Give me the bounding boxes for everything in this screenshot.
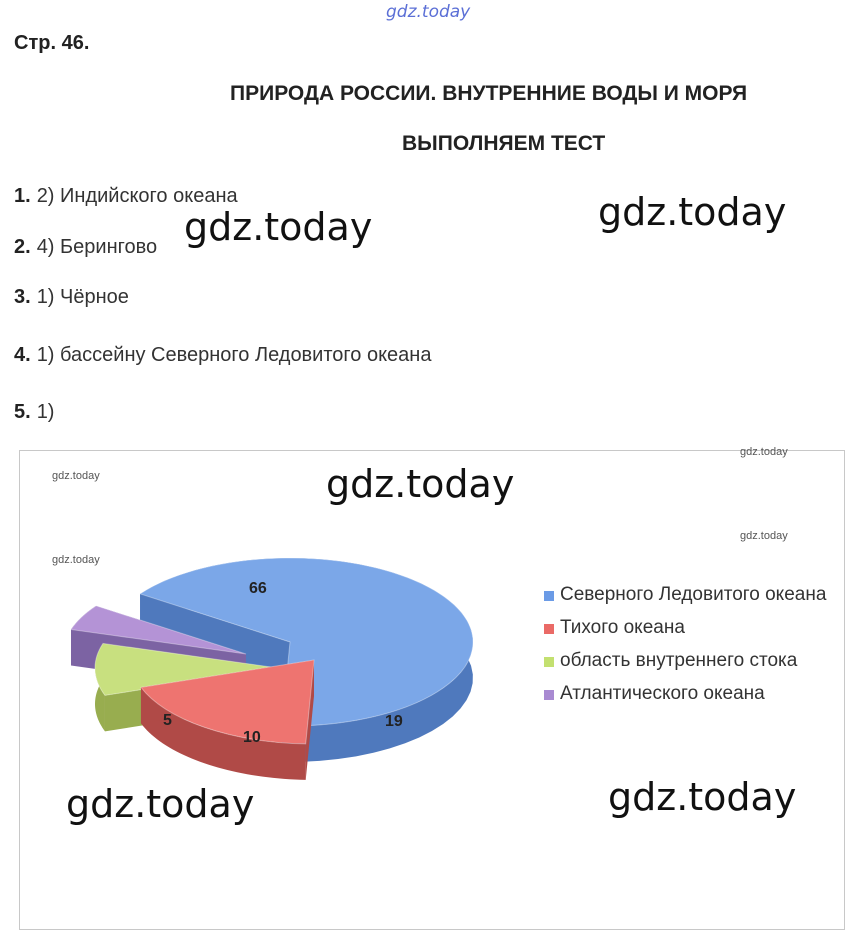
data-label-atlantic: 5 (163, 712, 172, 729)
answer-text: 1) (36, 401, 55, 423)
answer-text: 1) бассейну Северного Ледовитого океана (36, 344, 432, 366)
answer-text: 1) Чёрное (36, 286, 129, 308)
watermark-small: gdz.today (740, 446, 788, 458)
legend-swatch (544, 657, 554, 667)
watermark: gdz.today (326, 462, 515, 506)
legend-swatch (544, 591, 554, 601)
legend-label: Атлантического океана (560, 683, 765, 704)
watermark: gdz.today (184, 205, 373, 249)
legend-item-atlantic (542, 682, 842, 706)
data-label-internal: 10 (243, 729, 261, 746)
answer-text: 2) Индийского океана (36, 185, 238, 207)
watermark: gdz.today (66, 782, 255, 826)
watermark-small: gdz.today (52, 554, 100, 566)
answer-number: 3. (14, 286, 31, 308)
legend-swatch (544, 690, 554, 700)
legend-label: Тихого океана (560, 617, 685, 638)
legend-swatch (544, 624, 554, 634)
answer-number: 2. (14, 236, 31, 258)
answer-text: 4) Берингово (36, 236, 158, 258)
page-subtitle: ВЫПОЛНЯЕМ ТЕСТ (402, 132, 606, 155)
page-title: ПРИРОДА РОССИИ. ВНУТРЕННИЕ ВОДЫ И МОРЯ (230, 82, 748, 105)
watermark-small: gdz.today (52, 470, 100, 482)
legend-item-pacific (542, 616, 842, 640)
watermark-top: gdz.today (386, 2, 471, 22)
legend-item-arctic (542, 583, 842, 607)
watermark: gdz.today (608, 775, 797, 819)
watermark-small: gdz.today (740, 530, 788, 542)
watermark: gdz.today (598, 190, 787, 234)
pie-slices (71, 558, 473, 780)
answer-number: 5. (14, 401, 31, 423)
data-label-pacific: 19 (385, 713, 403, 730)
answer-number: 1. (14, 185, 31, 207)
legend-item-internal (542, 649, 842, 673)
legend-label: область внутреннего стока (560, 650, 798, 671)
legend-label: Северного Ледовитого океана (560, 584, 827, 605)
page-number: Стр. 46. (14, 32, 90, 54)
answer-number: 4. (14, 344, 31, 366)
chart-legend (542, 583, 842, 715)
data-label-arctic: 66 (249, 580, 267, 597)
